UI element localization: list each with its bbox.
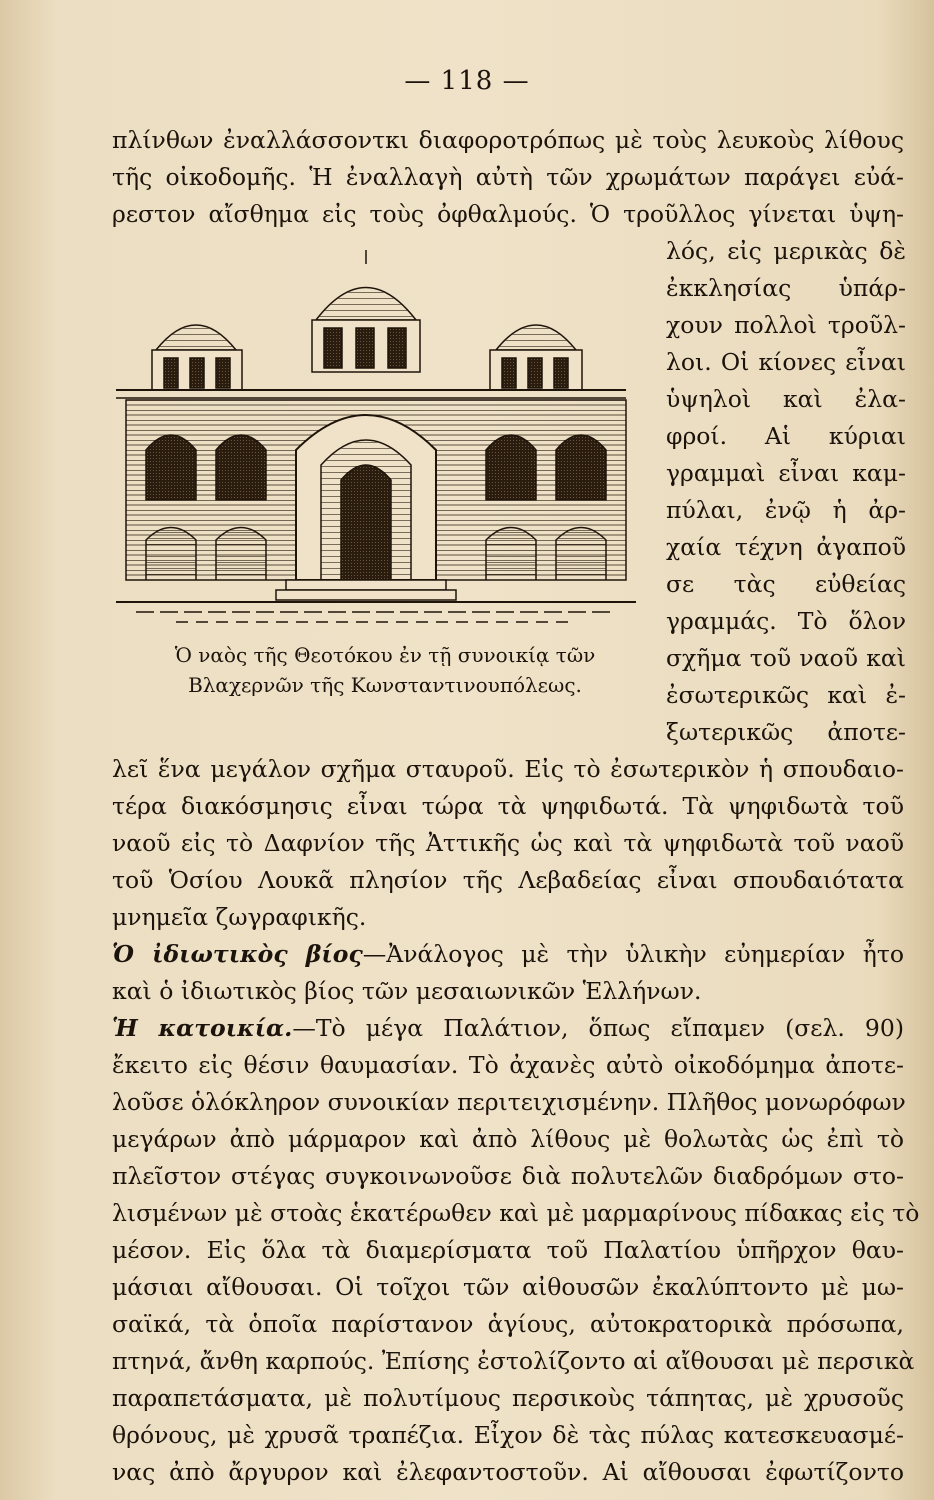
side-text-line: λός, εἰς μερικὰς δὲ (666, 237, 906, 265)
side-text-line: ξωτερικῶς ἀποτε- (666, 718, 906, 746)
text-line: πλίνθων ἐναλλάσσοντκι διαφοροτρόπως μὲ τοὺς λευκοὺς λίθους (112, 126, 904, 154)
text-line: νας ἀπὸ ἄργυρον καὶ ἐλεφαντοστοῦν. Αἱ αἴθουσαι ἐφωτίζοντο (112, 1458, 904, 1486)
text-line: τοῦ Ὁσίου Λουκᾶ πλησίον τῆς Λεβαδείας εἶναι σπουδαιότατα (112, 866, 904, 894)
text-line: τῆς οἰκοδομῆς. Ἡ ἐναλλαγὴ αὐτὴ τῶν χρωμάτων παράγει εὐά- (112, 163, 904, 191)
figure-caption: Βλαχερνῶν τῆς Κωνσταντινουπόλεως. (188, 673, 582, 697)
text-span: —Τὸ μέγα Παλάτιον, ὅπως εἴπαμεν (σελ. 90) (292, 1014, 904, 1042)
section-first-line (112, 1011, 904, 1045)
text-span: —Ἀνάλογος μὲ τὴν ὑλικὴν εὐημερίαν ἦτο (362, 940, 904, 968)
text-line: πλεῖστον στέγας συγκοινωνοῦσε διὰ πολυτελῶν διαδρόμων στο- (112, 1162, 904, 1190)
text-line: λοῦσε ὁλόκληρον συνοικίαν περιτειχισμένην. Πλῆθος μονωρόφων (112, 1088, 906, 1116)
section-heading: Ὁ ἰδιωτικὸς βίος (112, 940, 363, 968)
section-heading: Ἡ κατοικία. (112, 1014, 293, 1042)
text-line: μεγάρων ἀπὸ μάρμαρον καὶ ἀπὸ λίθους μὲ θολωτὰς ὡς ἐπὶ τὸ (112, 1125, 904, 1153)
side-text-line: ὑψηλοὶ καὶ ἐλα- (666, 385, 906, 413)
side-text-line: πύλαι, ἐνῷ ἡ ἀρ- (666, 496, 906, 524)
side-text-line: ἐκκλησίας ὑπάρ- (666, 274, 906, 302)
side-text-line: φροί. Αἱ κύριαι (666, 422, 906, 450)
text-line: μέσον. Εἰς ὅλα τὰ διαμερίσματα τοῦ Παλατίου ὑπῆρχον θαυ- (112, 1236, 904, 1264)
text-line: παραπετάσματα, μὲ πολυτίμους περσικοὺς τάπητας, μὲ χρυσοῦς (112, 1384, 904, 1412)
church-engraving-illustration (116, 250, 646, 642)
figure-caption: Ὁ ναὸς τῆς Θεοτόκου ἐν τῇ συνοικίᾳ τῶν (174, 643, 596, 667)
text-line: σαϊκά, τὰ ὁποῖα παρίστανον ἁγίους, αὐτοκρατορικὰ πρόσωπα, (112, 1310, 904, 1338)
text-line: πτηνά, ἄνθη καρπούς. Ἐπίσης ἐστολίζοντο αἱ αἴθουσαι μὲ περσικὰ (112, 1347, 915, 1375)
side-text-line: ἐσωτερικῶς καὶ ἐ- (666, 681, 906, 709)
text-line: μνημεῖα ζωγραφικῆς. (112, 903, 367, 931)
side-text-line: γραμμαὶ εἶναι καμ- (666, 459, 906, 487)
section-first-line (112, 937, 904, 971)
side-text-line: χουν πολλοὶ τροῦλ- (666, 311, 906, 339)
page-number: — 118 — (404, 66, 530, 96)
text-line: θρόνους, μὲ χρυσᾶ τραπέζια. Εἶχον δὲ τὰς πύλας κατεσκευασμέ- (112, 1421, 904, 1449)
text-line: ἔκειτο εἰς θέσιν θαυμασίαν. Τὸ ἀχανὲς αὐτὸ οἰκοδόμημα ἀποτε- (112, 1051, 904, 1079)
text-line: λεῖ ἕνα μεγάλον σχῆμα σταυροῦ. Εἰς τὸ ἐσωτερικὸν ἡ σπουδαιο- (112, 755, 904, 783)
side-text-line: σε τὰς εὐθείας (666, 570, 906, 598)
side-text-line: σχῆμα τοῦ ναοῦ καὶ (666, 644, 906, 672)
text-line: καὶ ὁ ἰδιωτικὸς βίος τῶν μεσαιωνικῶν Ἑλλήνων. (112, 977, 702, 1005)
side-text-line: λοι. Οἱ κίονες εἶναι (666, 348, 906, 376)
side-text-line: γραμμάς. Τὸ ὅλον (666, 607, 906, 635)
text-line: ναοῦ εἰς τὸ Δαφνίον τῆς Ἀττικῆς ὡς καὶ τὰ ψηφιδωτὰ τοῦ ναοῦ (112, 829, 904, 857)
text-line: μάσιαι αἴθουσαι. Οἱ τοῖχοι τῶν αἰθουσῶν ἐκαλύπτοντο μὲ μω- (112, 1273, 904, 1301)
side-text-line: χαία τέχνη ἀγαποῦ (666, 533, 906, 561)
text-line: τέρα διακόσμησις εἶναι τώρα τὰ ψηφιδωτά. Τὰ ψηφιδωτὰ τοῦ (112, 792, 904, 820)
text-line: λισμένων μὲ στοὰς ἑκατέρωθεν καὶ μὲ μαρμαρίνους πίδακας εἰς τὸ (112, 1199, 920, 1227)
text-line: ρεστον αἴσθημα εἰς τοὺς ὀφθαλμούς. Ὁ τροῦλλος γίνεται ὑψη- (112, 200, 904, 228)
